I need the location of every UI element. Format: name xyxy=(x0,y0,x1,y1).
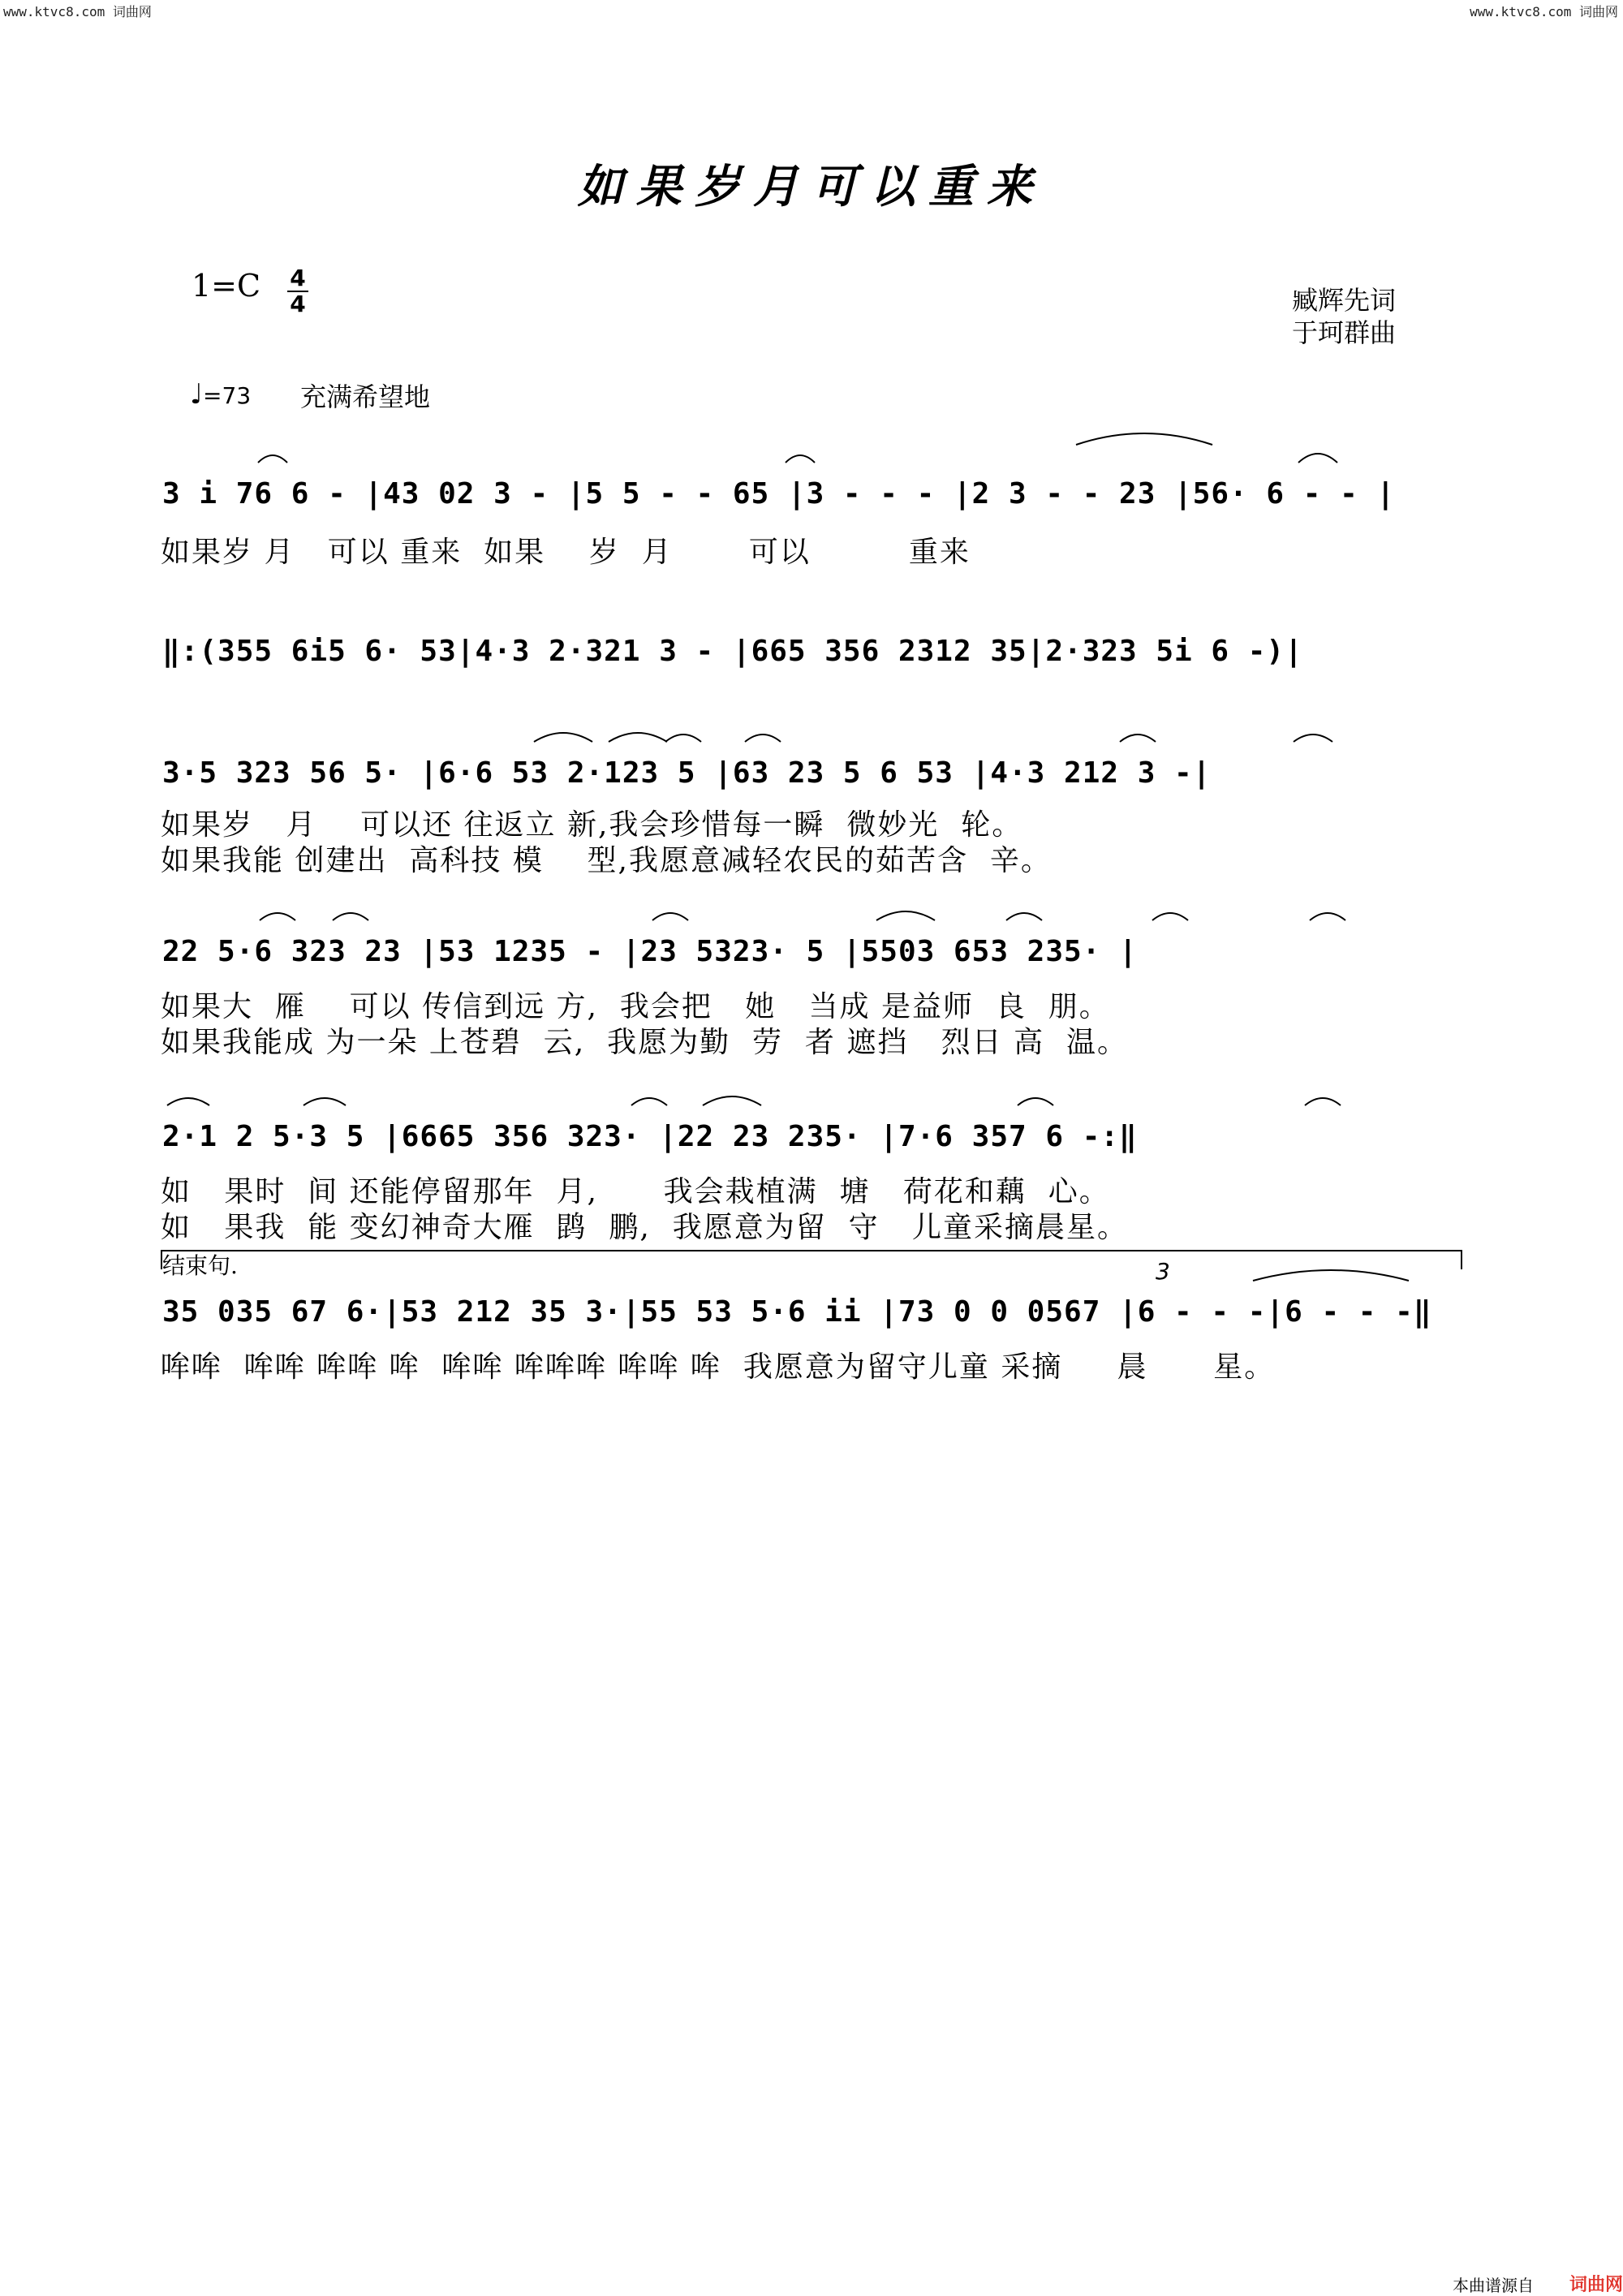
slur xyxy=(703,1096,761,1105)
slur xyxy=(609,733,667,742)
slur xyxy=(534,733,592,742)
notes-line-6: 35 035 67 6·|53 212 35 3·|55 53 5·6 ii |73 0 0 0567 |6 - - -|6 - - -‖ xyxy=(162,1295,1432,1329)
expression-mark: 充满希望地 xyxy=(300,381,431,412)
notes-line-3: 3·5 323 56 5· |6·6 53 2·123 5 |63 23 5 6 53 |4·3 212 3 -| xyxy=(162,756,1212,790)
slur xyxy=(1006,913,1042,920)
lyrics-line-6a: 哞哞 哞哞 哞哞 哞 哞哞 哞哞哞 哞哞 哞 我愿意为留守儿童 采摘 晨 星。 xyxy=(161,1350,1276,1384)
slur xyxy=(786,455,815,463)
time-signature-bottom: 4 xyxy=(290,291,306,317)
time-signature-top: 4 xyxy=(290,265,306,291)
notes-line-2: ‖:(355 6i5 6· 53|4·3 2·321 3 - |665 356 2312 35|2·323 5i 6 -)| xyxy=(162,635,1303,668)
slur xyxy=(1076,433,1212,445)
composer-credit: 于珂群曲 xyxy=(1292,317,1397,348)
slur xyxy=(631,1098,667,1105)
slur xyxy=(304,1098,346,1105)
lyrics-line-4a: 如果大 雁 可以 传信到远 方, 我会把 她 当成 是益师 良 朋。 xyxy=(161,990,1110,1023)
footer-logo: 词曲网 xyxy=(1569,2275,1623,2295)
slur xyxy=(1294,734,1332,742)
lyrics-line-3a: 如果岁 月 可以还 往返立 新,我会珍惜每一瞬 微妙光 轮。 xyxy=(161,808,1023,842)
song-title: 如果岁月可以重来 xyxy=(578,160,1045,213)
slur xyxy=(1310,913,1345,920)
lyrics-line-5b: 如 果我 能 变幻神奇大雁 鹍 鹏, 我愿意为留 守 儿童采摘晨星。 xyxy=(161,1211,1128,1244)
triplet-mark: 3 xyxy=(1156,1258,1170,1285)
quarter-note-icon: ♩ xyxy=(190,378,204,411)
slur xyxy=(1298,454,1337,463)
lyrics-line-3b: 如果我能 创建出 高科技 模 型,我愿意减轻农民的茹苦含 辛。 xyxy=(161,844,1052,877)
header-watermark-left: www.ktvc8.com 词曲网 xyxy=(3,4,152,19)
lyricist-credit: 臧辉先词 xyxy=(1292,285,1397,316)
slur xyxy=(167,1098,209,1105)
ending-label: 结束句. xyxy=(162,1252,238,1279)
slur xyxy=(1305,1098,1341,1105)
slur xyxy=(258,455,287,463)
slur xyxy=(333,913,368,920)
notes-line-1: 3 i 76 6 - |43 02 3 - |5 5 - - 65 |3 - - - |2 3 - - 23 |56· 6 - - | xyxy=(162,477,1396,510)
slur xyxy=(1152,913,1188,920)
header-watermark-right: www.ktvc8.com 词曲网 xyxy=(1470,4,1618,19)
slur xyxy=(1018,1098,1053,1105)
lyrics-line-1a: 如果岁 月 可以 重来 如果 岁 月 可以 重来 xyxy=(161,536,971,569)
slur xyxy=(260,913,295,920)
slur xyxy=(745,734,781,742)
lyrics-line-5a: 如 果时 间 还能停留那年 月, 我会栽植满 塘 荷花和藕 心。 xyxy=(161,1175,1110,1208)
slur xyxy=(1253,1270,1409,1281)
footer-source-text: 本曲谱源自 xyxy=(1453,2276,1534,2295)
slur xyxy=(1120,734,1156,742)
lyrics-line-4b: 如果我能成 为一朵 上苍碧 云, 我愿为勤 劳 者 遮挡 烈日 高 温。 xyxy=(161,1026,1128,1059)
slur xyxy=(652,913,688,920)
notes-line-5: 2·1 2 5·3 5 |6665 356 323· |22 23 235· |7·6 357 6 -:‖ xyxy=(162,1120,1138,1153)
key-signature: 1=C xyxy=(192,268,261,304)
tempo-value: =73 xyxy=(203,382,252,409)
slur xyxy=(665,734,701,742)
notes-line-4: 22 5·6 323 23 |53 1235 - |23 5323· 5 |5503 653 235· | xyxy=(162,935,1138,968)
slur xyxy=(876,911,935,920)
